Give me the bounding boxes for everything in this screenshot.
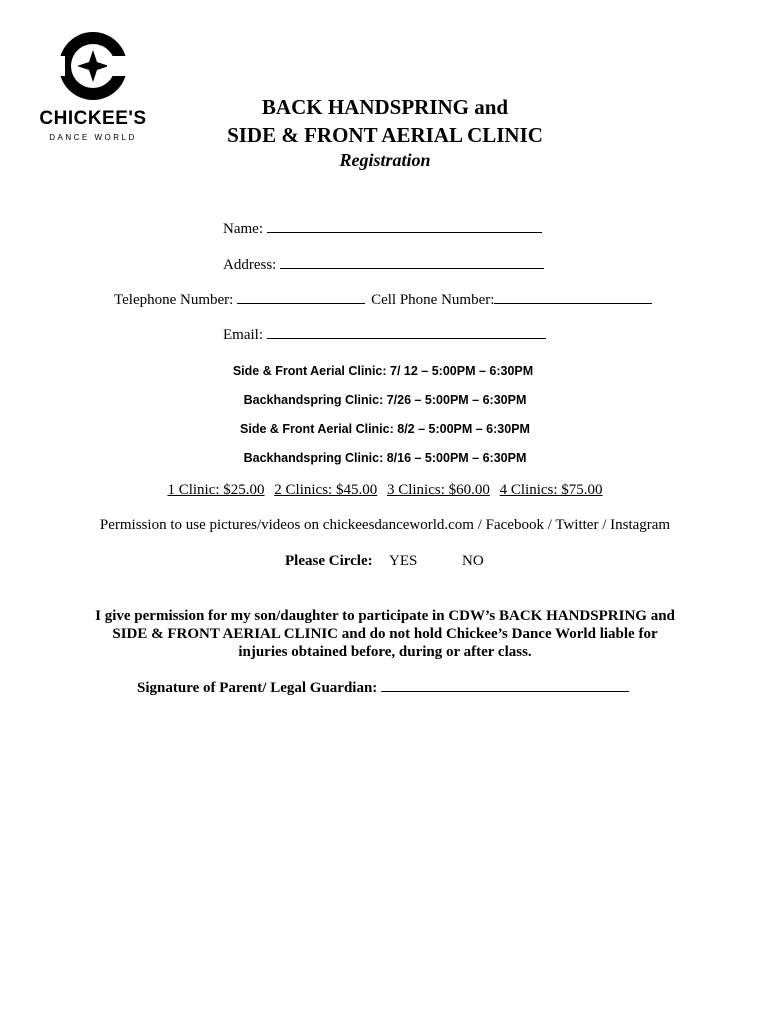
clinic-schedule-item: Side & Front Aerial Clinic: 7/ 12 – 5:00PM – 6:30PM bbox=[232, 364, 534, 378]
price-option: 3 Clinics: $60.00 bbox=[386, 482, 490, 498]
consent-line: I give permission for my son/daughter to participate in CDW’s BACK HANDSPRING and bbox=[95, 608, 675, 624]
phone-row bbox=[114, 289, 652, 309]
page-subtitle: Registration bbox=[339, 150, 431, 170]
name-input-line[interactable] bbox=[267, 218, 542, 233]
media-permission-text: Permission to use pictures/videos on chickeesdanceworld.com / Facebook / Twitter / Instagram bbox=[99, 517, 671, 533]
price-option: 1 Clinic: $25.00 bbox=[167, 482, 265, 498]
yes-option[interactable]: YES bbox=[389, 553, 418, 569]
telephone-input-line[interactable] bbox=[237, 289, 365, 304]
clinic-schedule-item: Backhandspring Clinic: 7/26 – 5:00PM – 6:30PM bbox=[243, 393, 527, 407]
address-input-line[interactable] bbox=[280, 254, 544, 269]
no-option[interactable]: NO bbox=[462, 553, 484, 569]
consent-line: SIDE & FRONT AERIAL CLINIC and do not hold Chickee’s Dance World liable for bbox=[112, 626, 658, 642]
logo-brand-text: CHICKEE'S bbox=[39, 108, 147, 129]
pricing-row bbox=[0, 482, 770, 499]
clinic-schedule-item: Side & Front Aerial Clinic: 8/2 – 5:00PM – 6:30PM bbox=[240, 422, 530, 436]
page-title-line2: SIDE & FRONT AERIAL CLINIC bbox=[227, 123, 543, 147]
signature-input-line[interactable] bbox=[381, 677, 629, 692]
price-option: 4 Clinics: $75.00 bbox=[499, 482, 603, 498]
telephone-label: Telephone Number: bbox=[114, 292, 234, 308]
cell-phone-label: Cell Phone Number: bbox=[371, 292, 495, 308]
email-input-line[interactable] bbox=[267, 324, 546, 339]
please-circle-label: Please Circle: bbox=[285, 553, 373, 569]
signature-field[interactable] bbox=[137, 677, 629, 697]
logo-subtitle-text: DANCE WORLD bbox=[49, 133, 137, 142]
page-title-line1: BACK HANDSPRING and bbox=[261, 95, 509, 119]
consent-line: injuries obtained before, during or after class. bbox=[238, 644, 532, 660]
name-field[interactable] bbox=[223, 218, 542, 238]
address-label: Address: bbox=[223, 257, 277, 273]
price-option: 2 Clinics: $45.00 bbox=[274, 482, 378, 498]
name-label: Name: bbox=[223, 221, 263, 237]
email-label: Email: bbox=[223, 327, 263, 343]
consent-statement bbox=[60, 607, 710, 661]
cell-phone-input-line[interactable] bbox=[494, 289, 652, 304]
clinic-schedule-item: Backhandspring Clinic: 8/16 – 5:00PM – 6:30PM bbox=[243, 451, 527, 465]
email-field[interactable] bbox=[223, 324, 546, 344]
signature-label: Signature of Parent/ Legal Guardian: bbox=[137, 680, 378, 696]
address-field[interactable] bbox=[223, 254, 544, 274]
please-circle-row bbox=[285, 553, 484, 570]
